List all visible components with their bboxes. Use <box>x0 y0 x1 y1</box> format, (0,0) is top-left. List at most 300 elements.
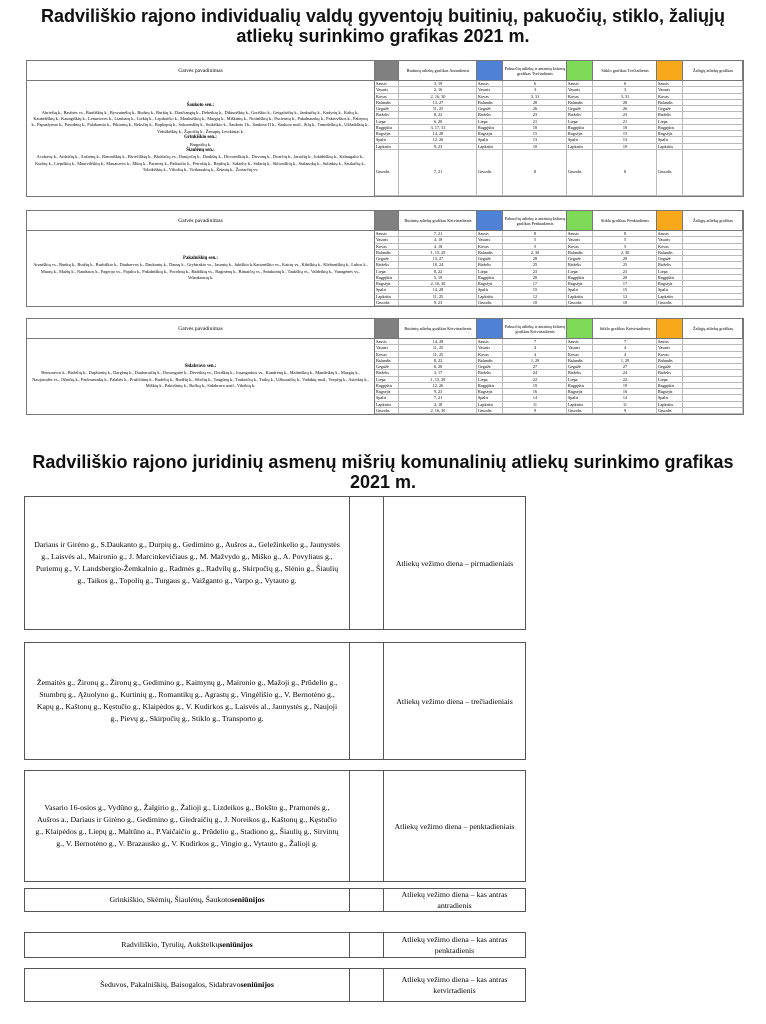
month-cell: Spalis <box>567 137 593 142</box>
month-cell: Gruodis <box>567 150 593 195</box>
month-cell: Vasaris <box>375 87 399 92</box>
month-cell: Lapkritis <box>375 402 399 407</box>
month-cell: Sausis <box>375 231 399 236</box>
table-row <box>375 150 743 196</box>
date-cell: 9, 23 <box>399 300 477 305</box>
month-cell: Rugpjūtis <box>375 125 399 130</box>
date-cell: 21 <box>503 119 567 124</box>
collection-day: Atliekų vežimo diena – kas antras ketvirtadienis <box>401 975 508 995</box>
month-cell: Rugsėjis <box>477 131 503 136</box>
month-cell: Vasaris <box>657 345 683 350</box>
date-cell: 26 <box>593 106 657 111</box>
date-cell: 23 <box>503 269 567 274</box>
month-cell: Kovas <box>567 94 593 99</box>
month-cell: Sausis <box>567 339 593 344</box>
date-cell: 4 <box>503 352 567 357</box>
month-cell: Balandis <box>477 358 503 363</box>
date-cell: 6 <box>503 81 567 86</box>
date-cell: 9, 23 <box>399 144 477 149</box>
month-cell: Gruodis <box>567 300 593 305</box>
header-color-cell <box>477 61 503 80</box>
date-cell: 15 <box>503 131 567 136</box>
month-cell: Gruodis <box>375 150 399 195</box>
month-cell: Spalis <box>657 137 683 142</box>
month-cell: Birželis <box>657 112 683 117</box>
month-cell: Rugsėjis <box>375 131 399 136</box>
date-cell: 9, 23 <box>399 389 477 394</box>
month-cell: Rugsėjis <box>477 281 503 286</box>
date-cell: 3, 19 <box>399 81 477 86</box>
month-cell: Balandis <box>657 250 683 255</box>
month-cell: Liepa <box>567 119 593 124</box>
month-cell: Sausis <box>477 231 503 236</box>
month-cell: Gegužė <box>567 106 593 111</box>
month-cell: Balandis <box>657 358 683 363</box>
month-cell: Rugpjūtis <box>477 383 503 388</box>
date-cell: 13, 27 <box>399 256 477 261</box>
schedule-header: Stiklo grafikas Ketvirtadienis <box>593 319 657 338</box>
month-cell: Lapkritis <box>567 402 593 407</box>
schedule-header-row <box>375 61 743 81</box>
streets-text: Šeduvos, Pakalniškių, Baisogalos, Sidabravo <box>100 980 241 989</box>
blank-cell <box>350 969 384 1001</box>
date-cell: 18 <box>593 125 657 130</box>
month-cell: Lapkritis <box>657 402 683 407</box>
month-cell: Balandis <box>375 358 399 363</box>
streets-column <box>27 319 375 414</box>
date-cell: 14, 28 <box>399 287 477 292</box>
month-cell: Gegužė <box>375 256 399 261</box>
table-row <box>375 408 743 414</box>
month-cell: Lapkritis <box>657 144 683 149</box>
month-cell: Liepa <box>375 377 399 382</box>
date-cell: 25 <box>593 262 657 267</box>
month-cell: Spalis <box>375 395 399 400</box>
date-cell: 11, 25 <box>399 106 477 111</box>
month-cell: Rugsėjis <box>657 131 683 136</box>
village-list: Aroniškių vs., Bunkų k., Bražių k., Burbiškio k., Daubarvos k., Daukonių k., Dausų k., Grybtrakio vs., Jasonių k., Jukiškio k.Karizniškio vs., Kairių vs., Kibiškių k., Kleboniškių k., Lubos k., Maurų k., Mažių k., Naudusos k., Pageojo vs., Pajuliu k., Pakalniškių k., Pocelinų k., Radiškių vs., Raginėnų k., Rimaičių vs., Šniukonių k., Taukšlių vs., Valdeikių k., Vanagėnės vs., Velaukionių k. <box>33 262 368 280</box>
date-cell: 12 <box>593 294 657 299</box>
month-cell: Sausis <box>567 81 593 86</box>
date-cell: 27 <box>593 364 657 369</box>
date-cell: 8 <box>503 150 567 195</box>
date-cell <box>683 408 743 413</box>
month-cell: Kovas <box>657 352 683 357</box>
header-color-cell <box>657 61 683 80</box>
street-header: Gatvės pavadinimas <box>27 319 374 339</box>
date-cell: 9 <box>503 408 567 413</box>
month-cell: Rugsėjis <box>567 131 593 136</box>
date-cell: 3, 31 <box>503 94 567 99</box>
date-cell: 24 <box>593 370 657 375</box>
month-cell: Liepa <box>657 119 683 124</box>
date-cell: 19 <box>503 383 567 388</box>
streets-text: Grinkiškio, Skėmių, Šiaulėnų, Šaukoto <box>109 895 232 904</box>
month-cell: Vasaris <box>657 87 683 92</box>
page-title: Radviliškio rajono individualių valdų gyventojų buitinių, pakuočių, stiklo, žaliųjų atliekų surinkimo grafikas 2021 m. <box>40 6 726 46</box>
date-cell: 16 <box>593 389 657 394</box>
blank-cell <box>350 497 384 629</box>
month-cell: Birželis <box>657 262 683 267</box>
date-cell <box>683 81 743 86</box>
month-cell: Gruodis <box>657 150 683 195</box>
month-cell: Birželis <box>477 370 503 375</box>
month-cell: Rugsėjis <box>657 389 683 394</box>
month-cell: Balandis <box>375 250 399 255</box>
date-cell <box>683 231 743 236</box>
month-cell: Kovas <box>375 352 399 357</box>
date-cell: 20 <box>503 275 567 280</box>
month-cell: Spalis <box>477 287 503 292</box>
streets-text: Vasario 16-osios g., Vydūno g., Žalgirio g., Žalioji g., Lizdeikos g., Bokšto g., Pramonės g., Aušros a., Dariaus ir Girėno g., Gedimino g., Giedraičių g., J. Noreikos g., Kaštonų g., Kęstučio g., Klaipėdos g., Liepų g., Maltūno a., P.Vaičaičio g., Prūdelio g., Stadiono g., Šiaulių g., Sirvintų g., V. Bernotėno g., V. Brazausko g., V. Kudirkos g., Vingio g., Vytauto g., Žalioji g. <box>35 803 339 848</box>
month-cell: Birželis <box>375 262 399 267</box>
elderships-label: seniūnijos <box>231 895 265 904</box>
header-color-cell <box>477 211 503 230</box>
month-cell: Kovas <box>477 352 503 357</box>
streets-list <box>27 339 374 414</box>
month-cell: Kovas <box>375 94 399 99</box>
month-cell: Kovas <box>375 244 399 249</box>
month-cell: Balandis <box>477 250 503 255</box>
month-cell: Lapkritis <box>477 402 503 407</box>
elderships-label: seniūnijos <box>240 980 274 989</box>
date-cell <box>683 150 743 195</box>
date-cell: 28 <box>593 256 657 261</box>
date-cell: 19 <box>593 383 657 388</box>
date-cell <box>683 87 743 92</box>
date-cell: 14, 28 <box>399 339 477 344</box>
village-list: Beinoravos k., Biržėlių k., Dapšionių k., Dargėnų k., Daubaraičių k., Davongaitė k., Deveikių vs., Dotiškių k., Josangarkos vs., Kundrėnų k., Maltniškių k., Mandeikių k., Mazgių k., Naujasodės vs., Ožaičių k., Padvarninkų k., Palabės k., Prašičiūnų k., Rudelių k., Rudžių k., Sibičių k., Taugūnų k., Taulaočių k., Trakų k., Užkuraičių k., Vadaktų mstl., Verpėjų k., Asteikių k., Miškių k., Pakiršinių k., Ročkų k., Sidabravo mstl., Vikėkių k. <box>32 370 369 388</box>
date-cell: 15 <box>503 287 567 292</box>
date-cell: 3, 31 <box>593 94 657 99</box>
month-cell: Gruodis <box>375 408 399 413</box>
streets-text: Radviliškio, Tyrulių, Aukštelkų <box>121 940 220 949</box>
date-cell: 2, 30 <box>503 250 567 255</box>
date-cell <box>683 300 743 305</box>
date-cell <box>683 345 743 350</box>
date-cell: 8 <box>593 231 657 236</box>
schedule-header: Žaliųjų atliekų grafikas <box>683 211 743 230</box>
legal-schedule-row <box>24 932 526 958</box>
date-cell: 27 <box>503 364 567 369</box>
date-cell: 11 <box>593 402 657 407</box>
date-cell: 3 <box>503 87 567 92</box>
date-cell: 2, 30 <box>593 250 657 255</box>
month-cell: Lapkritis <box>375 144 399 149</box>
date-cell: 12, 26 <box>399 137 477 142</box>
date-cell: 12 <box>503 294 567 299</box>
schedule-header: Žaliųjų atliekų grafikas <box>683 61 743 80</box>
date-cell: 7 <box>593 339 657 344</box>
month-cell: Gegužė <box>375 106 399 111</box>
month-cell: Rugsėjis <box>375 281 399 286</box>
legal-streets <box>25 497 350 629</box>
date-cell: 10 <box>503 144 567 149</box>
streets-list <box>27 81 374 196</box>
month-cell: Vasaris <box>567 237 593 242</box>
legal-schedule-row <box>24 888 526 912</box>
date-cell: 13 <box>503 137 567 142</box>
month-cell: Spalis <box>567 287 593 292</box>
date-cell <box>683 275 743 280</box>
month-cell: Gegužė <box>477 256 503 261</box>
month-cell: Liepa <box>477 377 503 382</box>
date-cell: 16 <box>503 389 567 394</box>
month-cell: Sausis <box>477 339 503 344</box>
date-cell: 14 <box>503 395 567 400</box>
date-cell: 28 <box>503 100 567 105</box>
month-cell: Birželis <box>567 112 593 117</box>
date-cell: 7, 21 <box>399 150 477 195</box>
schedule-grid <box>375 211 743 306</box>
header-color-cell <box>657 319 683 338</box>
date-cell: 13, 27 <box>399 100 477 105</box>
month-cell: Gruodis <box>657 300 683 305</box>
date-cell: 23 <box>503 112 567 117</box>
date-cell <box>683 389 743 394</box>
month-cell: Gegužė <box>657 106 683 111</box>
header-color-cell <box>567 319 593 338</box>
date-cell: 7, 21 <box>399 395 477 400</box>
date-cell <box>683 94 743 99</box>
blank-cell <box>350 889 384 911</box>
month-cell: Balandis <box>375 100 399 105</box>
legal-streets <box>25 933 350 957</box>
date-cell: 1, 29 <box>593 358 657 363</box>
date-cell <box>683 100 743 105</box>
month-cell: Rugpjūtis <box>567 275 593 280</box>
schedule-header: Buitinių atliekų grafikas Antradienis <box>399 61 477 80</box>
month-cell: Liepa <box>375 119 399 124</box>
month-cell: Balandis <box>567 250 593 255</box>
date-cell: 4, 18 <box>399 402 477 407</box>
schedule-section <box>26 318 744 415</box>
month-cell: Gegužė <box>477 106 503 111</box>
date-cell <box>683 281 743 286</box>
date-cell <box>683 106 743 111</box>
legal-schedule-row <box>24 770 526 882</box>
month-cell: Liepa <box>567 377 593 382</box>
month-cell: Lapkritis <box>567 144 593 149</box>
date-cell <box>683 262 743 267</box>
legal-schedule-row <box>24 642 526 760</box>
month-cell: Vasaris <box>477 237 503 242</box>
month-cell: Sausis <box>375 339 399 344</box>
month-cell: Birželis <box>477 112 503 117</box>
schedule-section <box>26 210 744 307</box>
schedule-header: Pakuočių atliekų ir antrinių žaliavų grafikas Penktadienis <box>503 211 567 230</box>
month-cell: Spalis <box>657 395 683 400</box>
date-cell: 2, 16, 30 <box>399 408 477 413</box>
month-cell: Rugpjūtis <box>375 275 399 280</box>
date-cell: 7 <box>503 339 567 344</box>
blank-cell <box>350 643 384 759</box>
month-cell: Liepa <box>657 377 683 382</box>
month-cell: Spalis <box>477 395 503 400</box>
date-cell <box>683 269 743 274</box>
month-cell: Rugpjūtis <box>567 383 593 388</box>
schedule-header: Buitinių atliekų grafikas Ketvirtadienis <box>399 211 477 230</box>
date-cell: 28 <box>593 100 657 105</box>
month-cell: Birželis <box>567 262 593 267</box>
date-cell: 5, 19 <box>399 275 477 280</box>
month-cell: Lapkritis <box>477 144 503 149</box>
month-cell: Balandis <box>567 100 593 105</box>
month-cell: Balandis <box>477 100 503 105</box>
date-cell: 23 <box>593 112 657 117</box>
month-cell: Gegužė <box>375 364 399 369</box>
month-cell: Birželis <box>375 112 399 117</box>
streets-column <box>27 211 375 306</box>
date-cell: 10 <box>503 300 567 305</box>
month-cell: Gegužė <box>657 256 683 261</box>
date-cell: 4 <box>593 345 657 350</box>
eldership-name: Sidabravo sen.: <box>184 363 217 369</box>
legal-streets <box>25 643 350 759</box>
date-cell: 1, 29 <box>503 358 567 363</box>
month-cell: Kovas <box>477 94 503 99</box>
date-cell: 1, 15, 29 <box>399 377 477 382</box>
month-cell: Rugsėjis <box>477 389 503 394</box>
collection-day: Atliekų vežimo diena – kas antras penktadienis <box>401 935 508 955</box>
month-cell: Gruodis <box>567 408 593 413</box>
schedule-header: Žaliųjų atliekų grafikas <box>683 319 743 338</box>
schedule-header: Pakuočių atliekų ir antrinių žaliavų grafikas Trečiadienis <box>503 61 567 80</box>
month-cell: Gegužė <box>477 364 503 369</box>
date-cell: 28 <box>503 256 567 261</box>
village-list: Bargeišių k. <box>189 141 212 147</box>
schedule-header-row <box>375 211 743 231</box>
month-cell: Spalis <box>657 287 683 292</box>
month-cell: Birželis <box>567 370 593 375</box>
date-cell: 6 <box>593 81 657 86</box>
date-cell: 14 <box>593 395 657 400</box>
header-color-cell <box>375 211 399 230</box>
streets-text: Dariaus ir Girėno g., S.Daukanto g., Durpių g., Gedimino g., Aušros a., Geležinkelio g., Jaunystės g., Laisvės al., Maironio g., J. Marcinkevičiaus g., M. Mažvydo g., Miško g., A. Povyliaus g., Puriemų g., V. Landsbergio-Žemkalnio g., Radmės g., Radvilų g., Skirpočių g., Slėnio g., Šiaulių g., Taikos g., Topolių g., Turgaus g., Vaižganto g., Varpo g., Vytauto g. <box>34 540 340 585</box>
table-row <box>375 300 743 306</box>
street-header: Gatvės pavadinimas <box>27 211 374 231</box>
month-cell: Liepa <box>375 269 399 274</box>
month-cell: Spalis <box>477 137 503 142</box>
streets-list <box>27 231 374 306</box>
date-cell <box>683 125 743 130</box>
date-cell: 20 <box>593 275 657 280</box>
date-cell: 4 <box>503 345 567 350</box>
village-list: Acokavų k., Ardaičių k., Aušrėnų k., Baroniškių k., Biriečiškių k., Bložiačių vs., Danijočių k., Daukšių k., Dirvoniškių k., Dirvonų k., Dvarčių k., Jaraičių k., Jokūbiškių k., Kalnugalio k., Kudrių k., Liepiškių k., Mautviliškių k., Mauatuvos k., Mūrų k., Paraėrių k., Pašiaulio k., Petrošių k., Repšių k., Sakteliy k., Sidarių k., Sklioriškių k., Stalanokų k., Sulinkių k., Šaulaičių k., Toleikiškių k., Viliošių k., Virikauskių k., Žeimių k., Žostarčių vs. <box>35 154 366 173</box>
date-cell: 2, 16, 30 <box>399 94 477 99</box>
street-header: Gatvės pavadinimas <box>27 61 374 81</box>
month-cell: Gruodis <box>657 408 683 413</box>
collection-day: Atliekų vežimo diena – trečiadieniais <box>396 696 513 706</box>
schedule-header: Pakuočių atliekų ir antrinių žaliavų grafikas Ketvirtadienis <box>503 319 567 338</box>
date-cell <box>683 237 743 242</box>
date-cell: 22 <box>593 377 657 382</box>
blank-cell <box>350 771 384 881</box>
date-cell: 5 <box>503 237 567 242</box>
date-cell: 13 <box>593 137 657 142</box>
month-cell: Rugsėjis <box>657 281 683 286</box>
date-cell: 21 <box>593 119 657 124</box>
month-cell: Birželis <box>375 370 399 375</box>
date-cell: 10 <box>593 144 657 149</box>
date-cell: 11, 25 <box>399 345 477 350</box>
date-cell: 8 <box>503 231 567 236</box>
month-cell: Sausis <box>567 231 593 236</box>
date-cell: 12, 26 <box>399 383 477 388</box>
month-cell: Spalis <box>375 287 399 292</box>
date-cell: 22 <box>503 377 567 382</box>
month-cell: Vasaris <box>567 345 593 350</box>
month-cell: Gegužė <box>567 364 593 369</box>
month-cell: Gruodis <box>477 408 503 413</box>
date-cell <box>683 250 743 255</box>
section-title-juridiniai: Radviliškio rajono juridinių asmenų mišrių komunalinių atliekų surinkimo grafikas 2021 m. <box>32 452 734 492</box>
month-cell: Vasaris <box>567 87 593 92</box>
date-cell: 10 <box>593 300 657 305</box>
month-cell: Gegužė <box>567 256 593 261</box>
elderships-label: seniūnijos <box>219 940 253 949</box>
month-cell: Lapkritis <box>567 294 593 299</box>
date-cell: 18 <box>503 125 567 130</box>
date-cell: 15 <box>593 131 657 136</box>
date-cell <box>683 352 743 357</box>
month-cell: Spalis <box>375 137 399 142</box>
month-cell: Rugpjūtis <box>657 125 683 130</box>
legal-schedule-row <box>24 968 526 1002</box>
schedule-section <box>26 60 744 197</box>
month-cell: Rugpjūtis <box>657 275 683 280</box>
date-cell: 5 <box>503 244 567 249</box>
date-cell: 6, 20 <box>399 119 477 124</box>
date-cell <box>683 287 743 292</box>
month-cell: Kovas <box>477 244 503 249</box>
month-cell: Gruodis <box>477 150 503 195</box>
month-cell: Sausis <box>657 231 683 236</box>
legal-streets <box>25 889 350 911</box>
blank-cell <box>350 933 384 957</box>
month-cell: Kovas <box>657 94 683 99</box>
month-cell: Kovas <box>567 244 593 249</box>
eldership-name: Šiaulėnų sen.: <box>186 147 215 153</box>
month-cell: Lapkritis <box>657 294 683 299</box>
month-cell: Birželis <box>657 370 683 375</box>
eldership-name: Pakalniškių sen.: <box>183 255 218 261</box>
month-cell: Rugpjūtis <box>477 275 503 280</box>
date-cell: 8, 22 <box>399 269 477 274</box>
header-color-cell <box>375 319 399 338</box>
date-cell <box>683 402 743 407</box>
month-cell: Liepa <box>477 119 503 124</box>
schedule-grid <box>375 61 743 196</box>
month-cell: Liepa <box>567 269 593 274</box>
date-cell: 7, 21 <box>399 231 477 236</box>
month-cell: Kovas <box>567 352 593 357</box>
collection-day: Atliekų vežimo diena – kas antras antradienis <box>401 890 508 910</box>
date-cell: 9 <box>593 408 657 413</box>
date-cell: 3 <box>593 87 657 92</box>
date-cell <box>683 364 743 369</box>
schedule-header-row <box>375 319 743 339</box>
streets-text: Žemaitės g., Žironų g., Žironų g., Gedimino g., Kaimynų g., Maironio g., Mažoji g., Prūdelio g., Stumbrų g., Ąžuolyno g., Kurtinių g., Romantikų g., Agrastų g., Vingėlišio g., V. Bernotėno g., Kapų g., Kaštonų g., Kęstučio g., Klaipėdos g., V. Kudirkos g., Laisvės al., Jaunystės g., Naujoji g., Pievų g., Skirpočių g., Stiklo g., Transporto g. <box>36 678 338 723</box>
date-cell: 2, 16, 30 <box>399 281 477 286</box>
date-cell: 4, 18 <box>399 244 477 249</box>
date-cell: 24 <box>503 370 567 375</box>
date-cell <box>683 131 743 136</box>
date-cell <box>683 294 743 299</box>
month-cell: Liepa <box>477 269 503 274</box>
header-color-cell <box>375 61 399 80</box>
legal-streets <box>25 969 350 1001</box>
